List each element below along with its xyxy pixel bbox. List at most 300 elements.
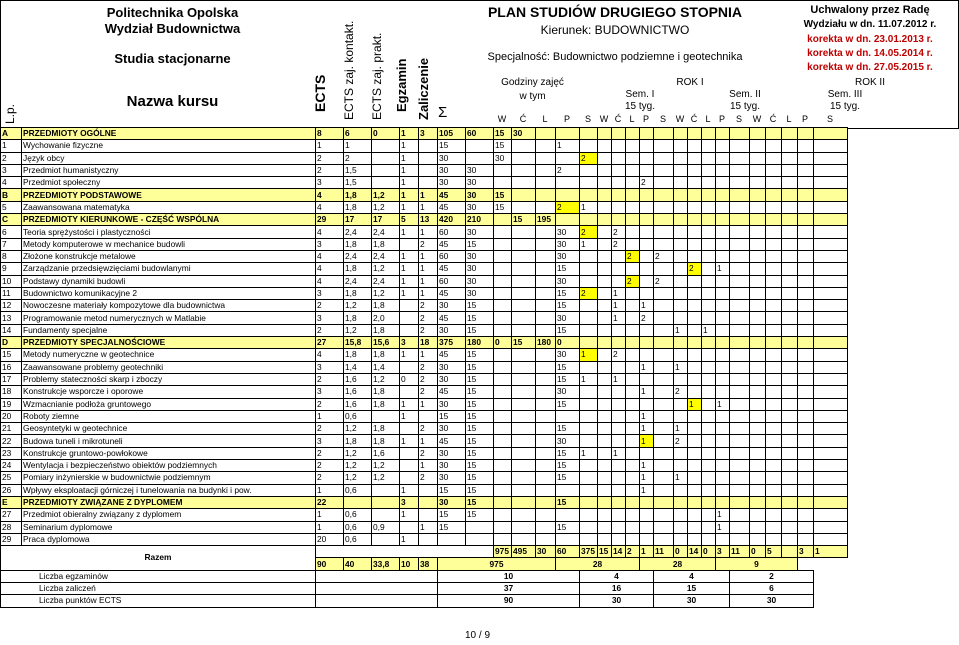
table-cell: 1 xyxy=(640,472,654,484)
table-cell xyxy=(640,509,654,521)
table-cell: 2 xyxy=(580,226,598,238)
specjalnosc: Specjalność: Budownictwo podziemne i geotechnika xyxy=(487,51,743,63)
table-cell xyxy=(782,460,798,472)
table-cell xyxy=(688,521,702,533)
table-cell xyxy=(750,484,766,496)
table-cell xyxy=(536,521,556,533)
table-cell: 1 xyxy=(640,484,654,496)
table-cell xyxy=(556,509,580,521)
table-cell: 1 xyxy=(674,472,688,484)
table-cell: 2 xyxy=(626,250,640,262)
table-cell xyxy=(674,128,688,140)
table-cell xyxy=(730,386,750,398)
table-cell xyxy=(750,300,766,312)
table-cell xyxy=(626,201,640,213)
table-cell: 1 xyxy=(419,460,438,472)
table-cell xyxy=(716,496,730,508)
table-cell xyxy=(702,496,716,508)
table-row xyxy=(1,398,848,410)
table-cell xyxy=(580,472,598,484)
table-cell xyxy=(814,263,848,275)
table-cell xyxy=(730,398,750,410)
table-cell xyxy=(814,484,848,496)
table-cell xyxy=(730,496,750,508)
table-cell: 1 xyxy=(400,509,419,521)
table-cell xyxy=(702,140,716,152)
table-cell xyxy=(612,152,626,164)
table-cell: 10 xyxy=(1,275,22,287)
table-cell xyxy=(536,361,556,373)
table-cell: 30 xyxy=(466,250,494,262)
table-cell xyxy=(400,324,419,336)
table-cell xyxy=(782,324,798,336)
table-cell xyxy=(494,349,512,361)
table-cell xyxy=(512,152,536,164)
table-cell: 1 xyxy=(814,546,848,558)
table-cell xyxy=(400,361,419,373)
table-cell: 2 xyxy=(419,472,438,484)
section-row xyxy=(1,337,848,349)
table-cell xyxy=(654,312,674,324)
table-cell xyxy=(598,201,612,213)
table-cell: 1,2 xyxy=(344,300,372,312)
table-cell xyxy=(512,386,536,398)
table-cell xyxy=(316,582,438,594)
table-cell: 2 xyxy=(688,263,702,275)
table-cell: 2 xyxy=(316,472,344,484)
table-cell: 15 xyxy=(556,324,580,336)
table-cell: 15 xyxy=(556,460,580,472)
table-cell: 1 xyxy=(400,410,419,422)
table-cell: 45 xyxy=(438,238,466,250)
table-cell xyxy=(766,337,782,349)
table-cell xyxy=(580,263,598,275)
table-cell xyxy=(400,300,419,312)
table-cell xyxy=(814,164,848,176)
table-cell: 2 xyxy=(612,349,626,361)
table-cell xyxy=(612,435,626,447)
hour-type-p: P xyxy=(642,114,649,124)
table-cell: 11 xyxy=(654,546,674,558)
table-cell xyxy=(598,189,612,201)
table-cell xyxy=(730,533,750,545)
summary-row xyxy=(1,582,848,594)
ects-kontakt-header: ECTS zaj. kontakt. xyxy=(342,20,356,120)
table-cell xyxy=(798,128,814,140)
table-cell: 3 xyxy=(419,128,438,140)
table-cell xyxy=(598,435,612,447)
table-cell xyxy=(750,177,766,189)
table-row xyxy=(1,324,848,336)
table-cell: 4 xyxy=(580,570,654,582)
razem-row-top xyxy=(1,546,848,558)
table-cell xyxy=(814,373,848,385)
rok1-header: ROK I xyxy=(676,77,704,88)
table-row xyxy=(1,435,848,447)
table-cell xyxy=(716,177,730,189)
table-cell xyxy=(654,177,674,189)
table-cell: 15 xyxy=(466,312,494,324)
table-cell: 2 xyxy=(556,201,580,213)
table-cell: 1 xyxy=(400,140,419,152)
table-cell xyxy=(512,263,536,275)
course-table xyxy=(0,127,848,608)
table-cell: 17 xyxy=(372,214,400,226)
table-cell: 4 xyxy=(316,349,344,361)
table-cell: Konstrukcje gruntowo-powłokowe xyxy=(22,447,316,459)
table-cell xyxy=(494,324,512,336)
table-cell: 1,8 xyxy=(344,189,372,201)
table-cell xyxy=(716,386,730,398)
table-cell xyxy=(612,201,626,213)
table-cell xyxy=(814,386,848,398)
table-cell xyxy=(612,423,626,435)
kierunek: Kierunek: BUDOWNICTWO xyxy=(540,23,690,37)
table-cell xyxy=(640,250,654,262)
table-cell xyxy=(814,435,848,447)
table-cell xyxy=(798,189,814,201)
hour-type-w: W xyxy=(675,114,685,124)
table-cell xyxy=(730,201,750,213)
table-cell xyxy=(536,423,556,435)
table-cell: 15 xyxy=(512,214,536,226)
table-cell xyxy=(556,177,580,189)
table-cell xyxy=(814,275,848,287)
table-cell: 1,8 xyxy=(344,312,372,324)
table-cell xyxy=(654,521,674,533)
table-cell: 2 xyxy=(316,373,344,385)
table-cell xyxy=(580,423,598,435)
table-cell xyxy=(782,287,798,299)
table-row xyxy=(1,521,848,533)
table-cell xyxy=(512,509,536,521)
table-row xyxy=(1,373,848,385)
table-row xyxy=(1,250,848,262)
table-cell: 1 xyxy=(674,423,688,435)
table-cell: 1 xyxy=(400,226,419,238)
hour-type-ć: Ć xyxy=(690,114,698,124)
table-cell xyxy=(612,496,626,508)
plan-title: PLAN STUDIÓW DRUGIEGO STOPNIA xyxy=(487,4,743,20)
table-cell: 4 xyxy=(1,177,22,189)
table-cell xyxy=(750,533,766,545)
table-cell xyxy=(654,410,674,422)
table-cell xyxy=(612,177,626,189)
table-cell: 30 xyxy=(466,201,494,213)
table-cell: Wychowanie fizyczne xyxy=(22,140,316,152)
table-cell: Wentylacja i bezpieczeństwo obiektów podziemnych xyxy=(22,460,316,472)
table-cell xyxy=(674,287,688,299)
table-cell: 15 xyxy=(466,300,494,312)
table-cell xyxy=(716,214,730,226)
table-cell xyxy=(512,300,536,312)
table-cell xyxy=(674,447,688,459)
table-row xyxy=(1,460,848,472)
table-cell xyxy=(512,140,536,152)
table-cell: 1,8 xyxy=(372,398,400,410)
table-cell xyxy=(580,533,598,545)
table-cell: 105 xyxy=(438,128,466,140)
table-cell: 1 xyxy=(716,263,730,275)
table-cell xyxy=(598,447,612,459)
hour-type-p: P xyxy=(563,114,570,124)
table-cell: 28 xyxy=(640,558,716,570)
table-cell xyxy=(612,410,626,422)
table-cell: 28 xyxy=(1,521,22,533)
table-cell xyxy=(494,447,512,459)
table-cell: 16 xyxy=(1,361,22,373)
table-cell xyxy=(654,349,674,361)
table-cell xyxy=(798,447,814,459)
table-row xyxy=(1,533,848,545)
table-cell: 2 xyxy=(580,152,598,164)
table-cell xyxy=(536,128,556,140)
table-cell: 1,2 xyxy=(344,472,372,484)
table-cell: 1 xyxy=(580,447,598,459)
table-cell xyxy=(419,533,438,545)
table-cell: 1 xyxy=(419,521,438,533)
table-cell xyxy=(536,496,556,508)
table-cell xyxy=(750,386,766,398)
table-cell xyxy=(766,398,782,410)
table-cell xyxy=(674,373,688,385)
table-cell: 15 xyxy=(466,423,494,435)
table-cell xyxy=(580,460,598,472)
table-cell xyxy=(626,398,640,410)
table-cell xyxy=(814,250,848,262)
table-cell xyxy=(814,472,848,484)
table-cell xyxy=(536,250,556,262)
zaliczenie-header: Zaliczenie xyxy=(416,57,431,120)
table-cell: 1 xyxy=(419,435,438,447)
table-cell: 8 xyxy=(1,250,22,262)
table-row xyxy=(1,226,848,238)
table-cell: 1,6 xyxy=(344,386,372,398)
table-row xyxy=(1,177,848,189)
table-cell xyxy=(782,447,798,459)
table-cell xyxy=(536,509,556,521)
table-cell xyxy=(782,152,798,164)
table-cell xyxy=(556,189,580,201)
table-cell: 1 xyxy=(400,201,419,213)
table-cell xyxy=(372,509,400,521)
table-cell: 30 xyxy=(438,398,466,410)
table-cell: 4 xyxy=(654,570,730,582)
table-cell xyxy=(654,189,674,201)
table-cell xyxy=(612,398,626,410)
table-cell xyxy=(766,300,782,312)
table-cell xyxy=(494,164,512,176)
table-cell: 21 xyxy=(1,423,22,435)
table-cell: 1 xyxy=(640,386,654,398)
table-cell: 15 xyxy=(556,472,580,484)
table-cell: 20 xyxy=(1,410,22,422)
table-cell xyxy=(702,201,716,213)
table-cell: 1 xyxy=(316,410,344,422)
table-cell: 2 xyxy=(316,152,344,164)
table-cell: 2,4 xyxy=(344,226,372,238)
table-cell xyxy=(580,177,598,189)
table-cell: 10 xyxy=(400,558,419,570)
table-cell xyxy=(730,324,750,336)
table-cell xyxy=(814,447,848,459)
table-cell xyxy=(580,435,598,447)
table-cell: 15 xyxy=(466,496,494,508)
table-cell xyxy=(798,472,814,484)
table-cell xyxy=(688,484,702,496)
godziny-header: Godziny zajęć xyxy=(501,77,564,88)
table-cell xyxy=(654,300,674,312)
table-cell xyxy=(512,361,536,373)
table-cell: 14 xyxy=(612,546,626,558)
table-cell: 15 xyxy=(466,386,494,398)
table-cell: 6 xyxy=(1,226,22,238)
table-cell xyxy=(494,300,512,312)
table-cell: 1,2 xyxy=(344,460,372,472)
table-cell xyxy=(730,312,750,324)
table-cell: 2 xyxy=(640,312,654,324)
table-cell xyxy=(419,152,438,164)
table-cell xyxy=(494,460,512,472)
table-cell xyxy=(716,423,730,435)
table-cell xyxy=(814,152,848,164)
table-cell xyxy=(688,460,702,472)
table-cell xyxy=(494,533,512,545)
table-cell: 1 xyxy=(400,533,419,545)
table-cell xyxy=(814,337,848,349)
table-cell: 1,2 xyxy=(344,423,372,435)
table-cell xyxy=(598,423,612,435)
table-cell: 60 xyxy=(438,250,466,262)
table-cell xyxy=(654,201,674,213)
table-cell: 15 xyxy=(466,361,494,373)
table-cell xyxy=(730,177,750,189)
table-cell xyxy=(702,226,716,238)
table-cell xyxy=(730,361,750,373)
table-cell xyxy=(536,263,556,275)
table-cell xyxy=(640,164,654,176)
table-cell: 2 xyxy=(419,373,438,385)
table-cell xyxy=(556,484,580,496)
table-cell xyxy=(400,423,419,435)
table-cell xyxy=(702,447,716,459)
table-cell: 2 xyxy=(316,324,344,336)
table-cell xyxy=(674,214,688,226)
table-cell xyxy=(512,521,536,533)
table-cell xyxy=(372,152,400,164)
table-cell xyxy=(702,521,716,533)
table-cell: Przedmiot humanistyczny xyxy=(22,164,316,176)
table-row xyxy=(1,238,848,250)
table-cell xyxy=(814,201,848,213)
table-cell xyxy=(536,373,556,385)
table-cell xyxy=(598,410,612,422)
table-cell xyxy=(688,361,702,373)
table-cell: Budowa tuneli i mikrotuneli xyxy=(22,435,316,447)
table-cell: 1,2 xyxy=(344,447,372,459)
table-cell: 5 xyxy=(766,546,782,558)
table-cell: 0,6 xyxy=(344,533,372,545)
table-cell xyxy=(766,324,782,336)
table-cell: 1 xyxy=(419,275,438,287)
table-cell xyxy=(372,496,400,508)
table-row xyxy=(1,410,848,422)
table-cell xyxy=(536,164,556,176)
table-cell xyxy=(798,423,814,435)
table-cell xyxy=(798,201,814,213)
table-cell xyxy=(674,398,688,410)
table-cell xyxy=(598,398,612,410)
table-cell xyxy=(640,140,654,152)
table-cell xyxy=(598,386,612,398)
table-cell xyxy=(730,152,750,164)
table-cell xyxy=(466,521,494,533)
table-cell xyxy=(814,226,848,238)
table-cell: 2 xyxy=(419,386,438,398)
table-cell xyxy=(640,275,654,287)
table-cell xyxy=(716,226,730,238)
table-cell: 45 xyxy=(438,435,466,447)
table-cell: 15 xyxy=(438,484,466,496)
table-cell xyxy=(688,152,702,164)
w-tym-header: w tym xyxy=(519,91,546,102)
table-cell: 1,2 xyxy=(372,287,400,299)
table-cell: PRZEDMIOTY OGÓLNE xyxy=(22,128,316,140)
table-cell xyxy=(640,263,654,275)
table-cell xyxy=(798,509,814,521)
table-cell xyxy=(730,521,750,533)
table-cell: 15 xyxy=(466,484,494,496)
table-row xyxy=(1,152,848,164)
table-cell: 1 xyxy=(716,509,730,521)
table-cell xyxy=(654,484,674,496)
table-cell: 1,8 xyxy=(372,324,400,336)
table-cell xyxy=(766,189,782,201)
table-cell xyxy=(730,287,750,299)
table-cell xyxy=(702,386,716,398)
table-cell: 2 xyxy=(419,447,438,459)
table-cell xyxy=(654,128,674,140)
table-cell: 2,4 xyxy=(372,250,400,262)
table-cell xyxy=(654,361,674,373)
table-cell: 30 xyxy=(580,595,654,607)
table-cell xyxy=(688,386,702,398)
table-cell xyxy=(598,349,612,361)
table-cell: 15 xyxy=(466,447,494,459)
table-cell xyxy=(674,460,688,472)
table-cell xyxy=(580,361,598,373)
table-cell: 15 xyxy=(556,496,580,508)
table-cell: 1 xyxy=(400,250,419,262)
table-cell: 0 xyxy=(372,128,400,140)
table-cell: 4 xyxy=(316,275,344,287)
table-cell: 1 xyxy=(400,152,419,164)
table-cell xyxy=(640,447,654,459)
summary-label: Liczba punktów ECTS xyxy=(1,595,316,607)
table-cell xyxy=(782,533,798,545)
table-cell xyxy=(730,373,750,385)
table-cell xyxy=(766,521,782,533)
hour-type-ć: Ć xyxy=(614,114,622,124)
table-cell xyxy=(814,496,848,508)
table-cell xyxy=(598,373,612,385)
table-cell xyxy=(598,312,612,324)
section-row xyxy=(1,189,848,201)
table-cell: 15 xyxy=(556,287,580,299)
table-cell xyxy=(580,189,598,201)
table-cell: 2 xyxy=(626,275,640,287)
table-cell: 30 xyxy=(654,595,730,607)
